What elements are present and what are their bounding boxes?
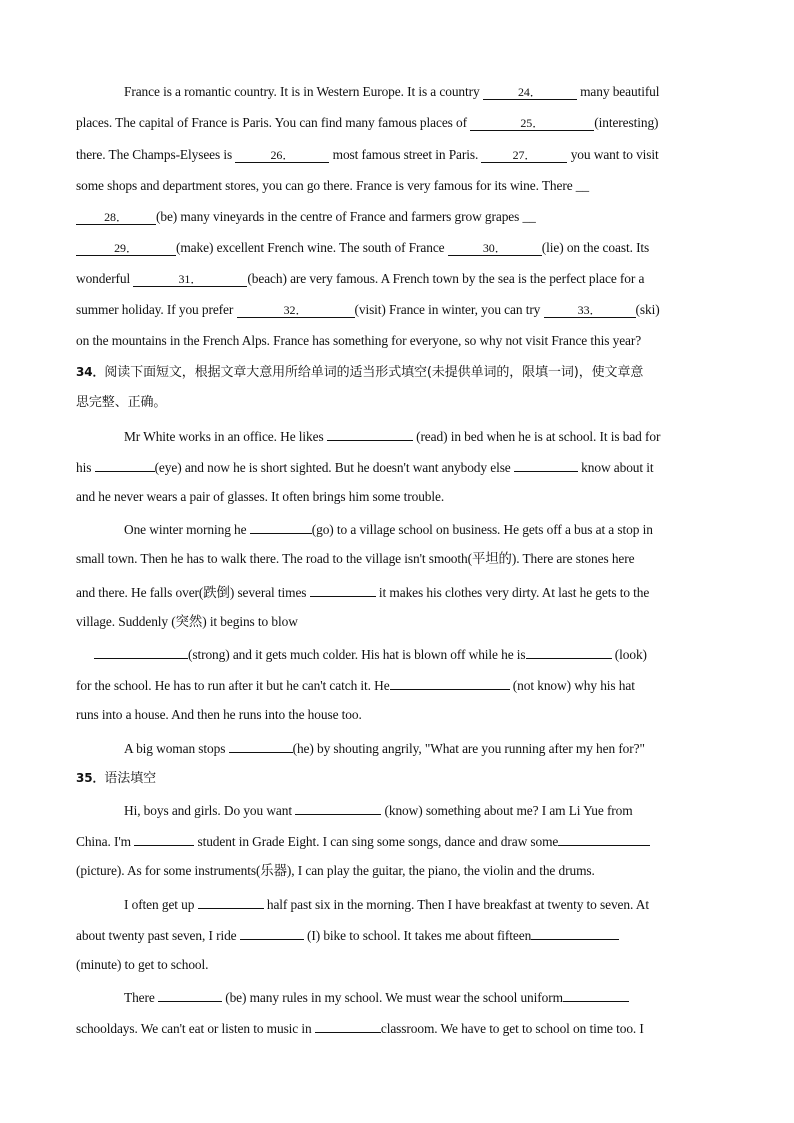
q35-line-2 <box>76 832 650 850</box>
text: on the mountains in the French Alps. France has something for everyone, so why not visit France this year? <box>76 333 642 348</box>
text: (go) to a village school on business. He gets off a bus at a stop in <box>311 522 653 537</box>
text: (beach) are very famous. A French town by the sea is the perfect place for a <box>247 271 645 286</box>
text: many beautiful <box>576 84 660 99</box>
q35-line-5 <box>76 926 619 944</box>
text: (ski) <box>635 302 660 317</box>
text: places. The capital of France is Paris. You can find many famous places of <box>76 115 471 130</box>
text: (be) many vineyards in the centre of France and farmers grow grapes __ <box>156 209 536 224</box>
q34-instruction-1 <box>76 364 643 381</box>
blank-know-2[interactable] <box>295 801 381 815</box>
text: (I) bike to school. It takes me about fifteen <box>303 928 532 943</box>
text: (interesting) <box>594 115 659 130</box>
blank-32[interactable]: 32． <box>237 304 355 318</box>
text: (look) <box>611 647 647 662</box>
blank-28[interactable]: 28． <box>76 211 156 225</box>
q35-line-7 <box>124 988 629 1006</box>
blank-33[interactable]: 33． <box>544 304 636 318</box>
text: China. I'm <box>76 834 135 849</box>
instruction-text: 阅读下面短文，根据文章大意用所给单词的适当形式填空(未提供单词的，限填一词)，使文章意 <box>104 365 644 380</box>
blank-i[interactable] <box>240 926 304 940</box>
text: summer holiday. If you prefer <box>76 302 237 317</box>
text: (be) many rules in my school. We must wear the school uniform <box>221 990 563 1005</box>
q34-line-3 <box>76 489 444 505</box>
q35-line-8 <box>76 1019 644 1037</box>
text: (not know) why his hat <box>509 678 635 693</box>
text: (visit) France in winter, you can try <box>354 302 544 317</box>
instruction-text: 思完整、正确。 <box>76 395 167 410</box>
text: (lie) on the coast. Its <box>541 240 650 255</box>
q34-line-10 <box>76 707 362 723</box>
blank-uniform[interactable] <box>563 988 629 1002</box>
q35-line-3 <box>76 863 595 879</box>
text: his <box>76 460 95 475</box>
blank-classroom[interactable] <box>315 1019 381 1033</box>
text: France is a romantic country. It is in Western Europe. It is a country <box>124 84 483 99</box>
blank-30[interactable]: 30． <box>448 242 542 256</box>
text: There <box>124 990 158 1005</box>
text: (know) something about me? I am Li Yue from <box>381 803 633 818</box>
text: village. Suddenly (突然) it begins to blow <box>76 614 298 629</box>
text: (picture). As for some instruments(乐器), I can play the guitar, the piano, the violin and the drums. <box>76 863 595 878</box>
text: small town. Then he has to walk there. The road to the village isn't smooth(平坦的). There are stones here <box>76 551 635 566</box>
q34-line-9 <box>76 676 635 694</box>
q34-line-8 <box>94 645 647 663</box>
text: some shops and department stores, you can go there. France is very famous for its wine. There __ <box>76 178 589 193</box>
blank-minute[interactable] <box>531 926 619 940</box>
text: there. The Champs-Elysees is <box>76 147 236 162</box>
blank-29[interactable]: 29． <box>76 242 176 256</box>
passage1-line-2 <box>76 115 658 131</box>
blank-strong[interactable] <box>94 645 188 659</box>
text: half past six in the morning. Then I have breakfast at twenty to seven. At <box>263 897 649 912</box>
blank-know[interactable] <box>514 458 578 472</box>
text: Hi, boys and girls. Do you want <box>124 803 296 818</box>
text: (he) by shouting angrily, "What are you running after my hen for?" <box>292 741 645 756</box>
blank-look[interactable] <box>526 645 612 659</box>
blank-article[interactable] <box>134 832 194 846</box>
text: wonderful <box>76 271 134 286</box>
text: I often get up <box>124 897 198 912</box>
question-number: 34． <box>76 365 105 379</box>
q34-line-6 <box>76 583 649 601</box>
question-number: 35． <box>76 771 105 785</box>
q34-line-11 <box>124 739 645 757</box>
blank-preposition[interactable] <box>198 895 264 909</box>
passage1-line-6 <box>76 240 649 256</box>
text: most famous street in Paris. <box>329 147 482 162</box>
section-title: 语法填空 <box>104 771 157 786</box>
text: about twenty past seven, I ride <box>76 928 240 943</box>
blank-26[interactable]: 26． <box>235 149 329 163</box>
text: (make) excellent French wine. The south of France <box>176 240 448 255</box>
blank-eye[interactable] <box>95 458 155 472</box>
blank-not-know[interactable] <box>390 676 510 690</box>
q34-line-5 <box>76 551 634 567</box>
passage1-line-8 <box>76 302 660 318</box>
text: you want to visit <box>567 147 659 162</box>
text: runs into a house. And then he runs into the house too. <box>76 707 362 722</box>
text: One winter morning he <box>124 522 250 537</box>
text: Mr White works in an office. He likes <box>124 429 327 444</box>
text: (eye) and now he is short sighted. But he doesn't want anybody else <box>154 460 514 475</box>
blank-read[interactable] <box>327 427 413 441</box>
blank-24[interactable]: 24． <box>483 86 577 100</box>
text: A big woman stops <box>124 741 229 756</box>
text: (strong) and it gets much colder. His hat is blown off while he is <box>188 647 526 662</box>
blank-27[interactable]: 27． <box>481 149 567 163</box>
text: (minute) to get to school. <box>76 957 209 972</box>
text: and there. He falls over(跌倒) several times <box>76 585 310 600</box>
q35-line-1 <box>124 801 633 819</box>
q35-heading <box>76 770 156 787</box>
text: classroom. We have to get to school on time too. I <box>380 1021 644 1036</box>
q34-instruction-2 <box>76 395 166 411</box>
q34-line-4 <box>124 520 653 538</box>
passage1-line-3 <box>76 147 659 163</box>
q34-line-1 <box>124 427 660 445</box>
q34-line-2 <box>76 458 654 476</box>
q35-line-4 <box>124 895 649 913</box>
text: it makes his clothes very dirty. At last he gets to the <box>375 585 650 600</box>
blank-31[interactable]: 31． <box>133 273 247 287</box>
blank-he[interactable] <box>229 739 293 753</box>
blank-25[interactable]: 25． <box>470 117 594 131</box>
q35-line-6 <box>76 957 208 973</box>
passage1-line-4 <box>76 178 589 194</box>
passage1-line-7 <box>76 271 644 287</box>
blank-picture[interactable] <box>558 832 650 846</box>
text: (read) in bed when he is at school. It is bad for <box>412 429 661 444</box>
text: and he never wears a pair of glasses. It often brings him some trouble. <box>76 489 445 504</box>
blank-be[interactable] <box>158 988 222 1002</box>
passage1-line-9 <box>76 333 641 349</box>
q34-line-7 <box>76 614 298 630</box>
blank-conjunction[interactable] <box>310 583 376 597</box>
text: know about it <box>577 460 654 475</box>
text: student in Grade Eight. I can sing some songs, dance and draw some <box>194 834 559 849</box>
passage1-line-5 <box>76 209 536 225</box>
text: schooldays. We can't eat or listen to music in <box>76 1021 315 1036</box>
blank-go[interactable] <box>250 520 312 534</box>
passage1-line-1 <box>124 84 659 100</box>
text: for the school. He has to run after it but he can't catch it. He <box>76 678 390 693</box>
